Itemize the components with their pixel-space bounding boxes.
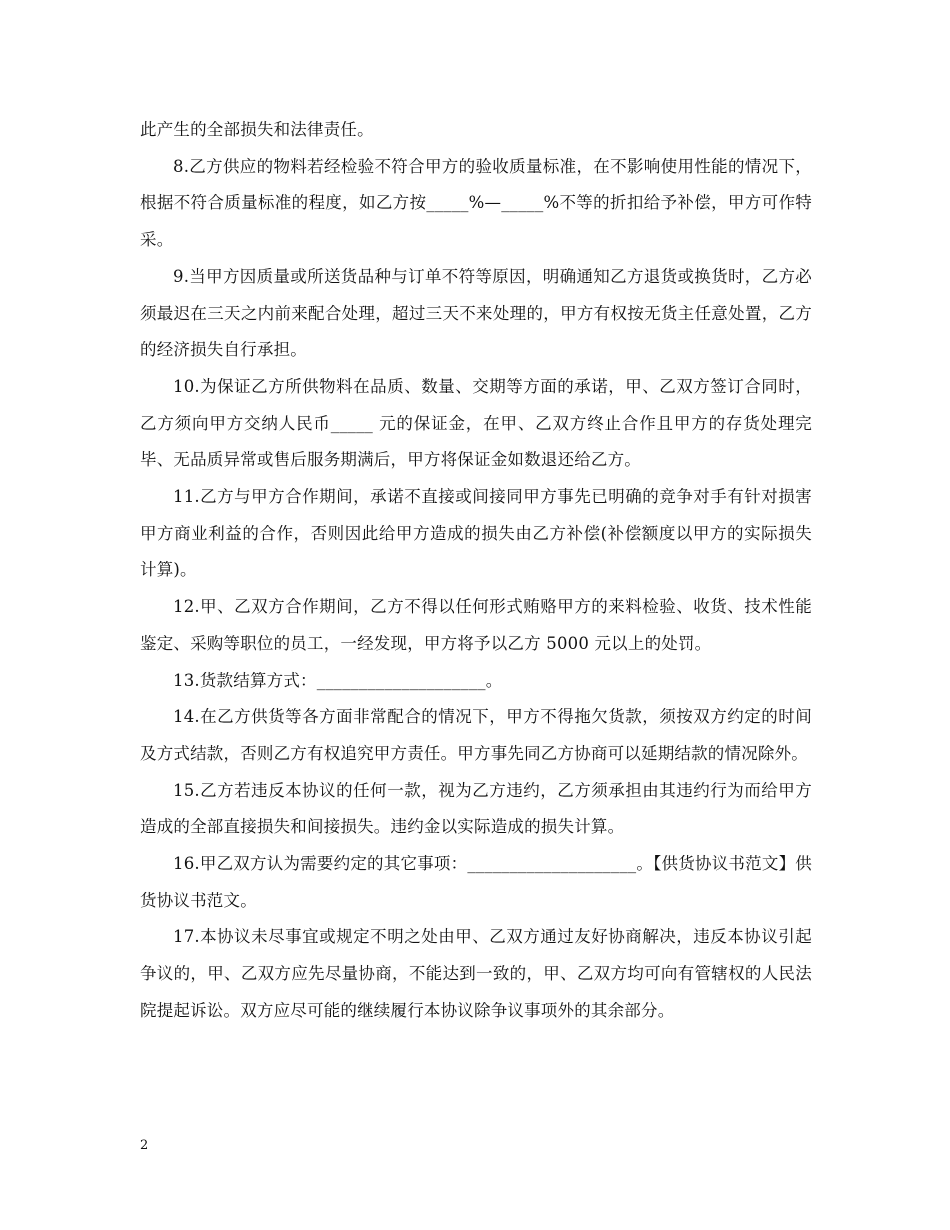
clause-8: 8.乙方供应的物料若经检验不符合甲方的验收质量标准，在不影响使用性能的情况下，根据不符合质量标准的程度，如乙方按_____%—_____%不等的折扣给予补偿，甲方可作特采。 (140, 156, 812, 250)
page-number: 2 (140, 1138, 149, 1153)
clause-14: 14.在乙方供货等各方面非常配合的情况下，甲方不得拖欠货款，须按双方约定的时间及方式结款，否则乙方有权追究甲方责任。甲方事先同乙方协商可以延期结款的情况除外。 (140, 707, 812, 763)
clause-17: 17.本协议未尽事宜或规定不明之处由甲、乙双方通过友好协商解决，违反本协议引起争议的，甲、乙双方应先尽量协商，不能达到一致的，甲、乙双方均可向有管辖权的人民法院提起诉讼。双方应尽可能的继续履行本协议除争议事项外的其余部分。 (140, 927, 812, 1020)
clause-11: 11.乙方与甲方合作期间，承诺不直接或间接同甲方事先已明确的竞争对手有针对损害甲方商业利益的合作，否则因此给甲方造成的损失由乙方补偿(补偿额度以甲方的实际损失计算)。 (140, 487, 812, 580)
clause-16: 16.甲乙双方认为需要约定的其它事项：____________________。【供货协议书范文】供货协议书范文。 (140, 854, 812, 910)
clause-12: 12.甲、乙双方合作期间，乙方不得以任何形式贿赂甲方的来料检验、收货、技术性能鉴定、采购等职位的员工，一经发现，甲方将予以乙方 5000 元以上的处罚。 (140, 597, 812, 653)
clause-13: 13.货款结算方式：____________________。 (173, 670, 503, 690)
paragraph-continuation: 此产生的全部损失和法律责任。 (140, 120, 374, 139)
clause-10: 10.为保证乙方所供物料在品质、数量、交期等方面的承诺，甲、乙双方签订合同时，乙方须向甲方交纳人民币_____ 元的保证金，在甲、乙双方终止合作且甲方的存货处理完毕、无品质异常或售后服务期满后，甲方将保证金如数退还给乙方。 (140, 376, 812, 470)
clause-9: 9.当甲方因质量或所送货品种与订单不符等原因，明确通知乙方退货或换货时，乙方必须最迟在三天之内前来配合处理，超过三天不来处理的，甲方有权按无货主任意处置，乙方的经济损失自行承担。 (140, 266, 812, 360)
clause-15: 15.乙方若违反本协议的任何一款，视为乙方违约，乙方须承担由其违约行为而给甲方造成的全部直接损失和间接损失。违约金以实际造成的损失计算。 (140, 780, 812, 837)
document-body (140, 112, 812, 1030)
